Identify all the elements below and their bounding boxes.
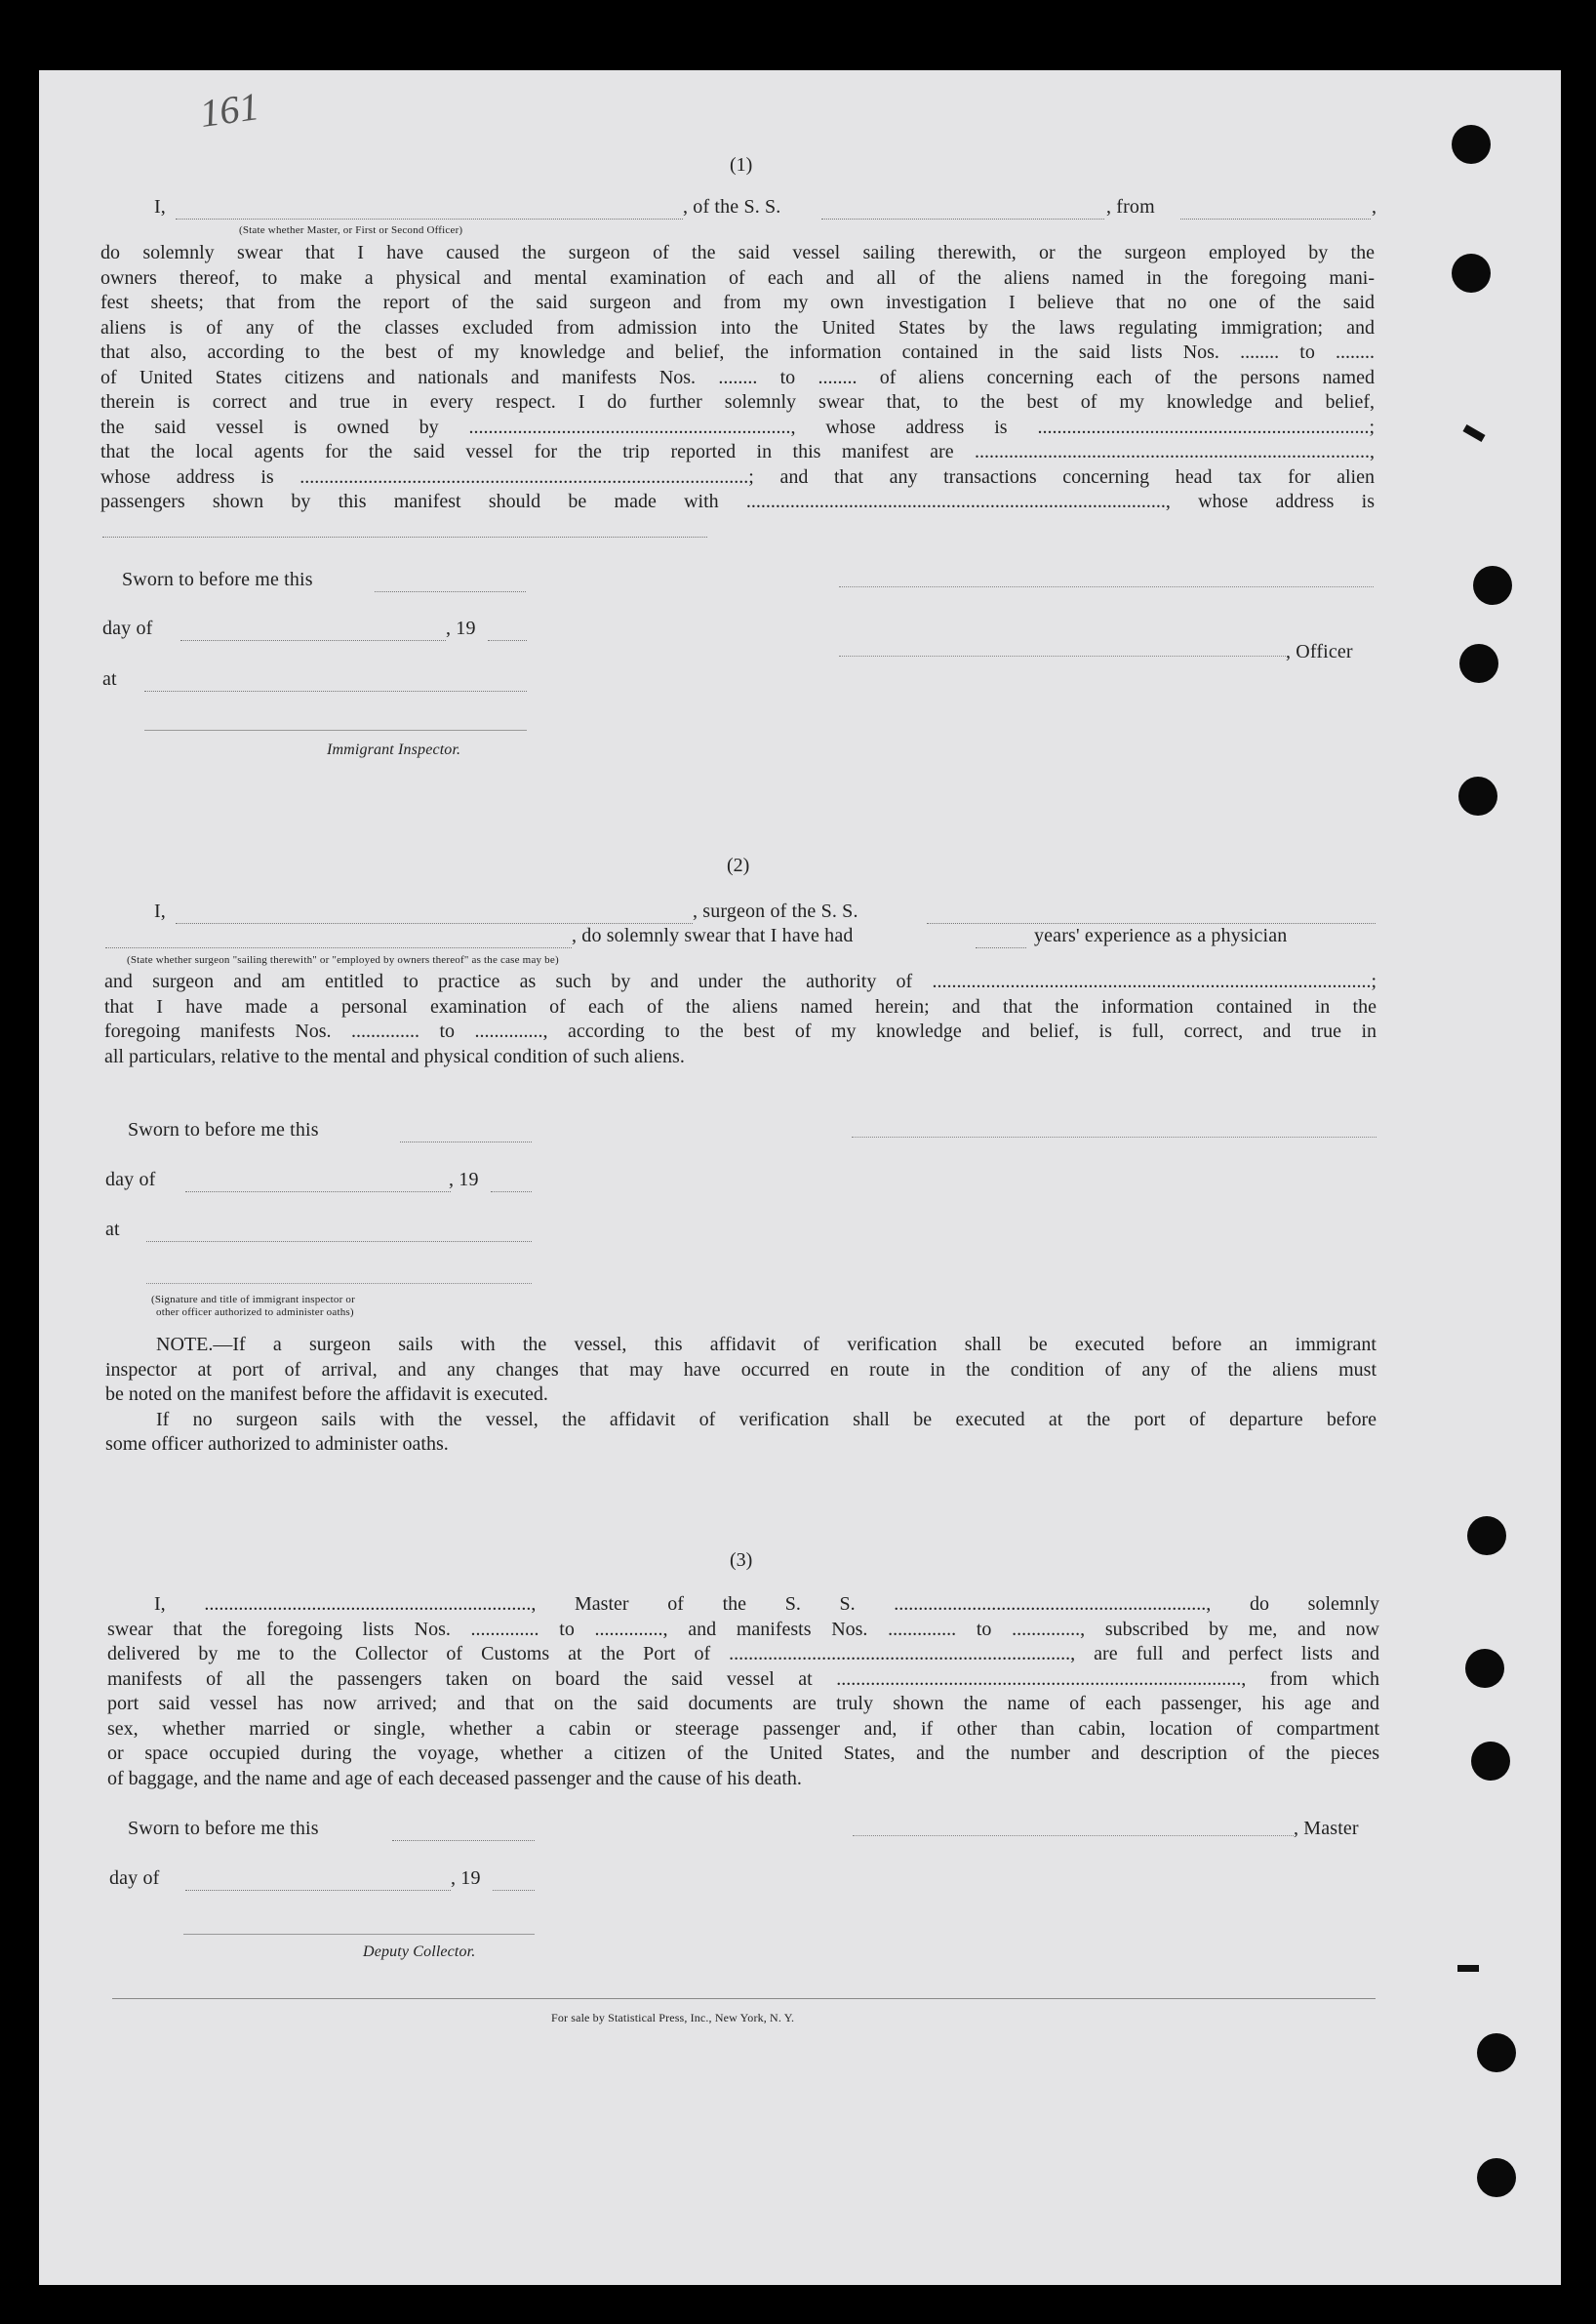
text-line: do solemnly swear that I have caused the surgeon of the said vessel sailing therewith, or the surgeon employed by the [100,242,1375,263]
footer-rule [112,1998,1376,1999]
handwritten-folio: 161 [197,84,262,136]
at-label-1: at [102,668,117,690]
text-line: aliens is of any of the classes excluded from admission into the United States by the laws regulating immigration; and [100,316,1375,339]
day-of-blank-2[interactable] [185,1178,451,1192]
year-label-1: , 19 [446,618,476,639]
section-1-body [100,241,1375,515]
master-label: , Master [1294,1818,1359,1839]
note-line: some officer authorized to administer oaths. [105,1433,449,1455]
signature-note-line-1: (Signature and title of immigrant inspector or [151,1294,355,1305]
punch-hole [1465,1649,1504,1688]
from-port-blank[interactable] [1180,205,1371,220]
text-line: manifests of all the passengers taken on board the said vessel at ..................................................................................., from which [107,1667,1379,1690]
year-blank-1[interactable] [488,626,527,641]
text-line: the said vessel is owned by .................................................................., whose address is ....................................................................; [100,416,1375,438]
section-2-number: (2) [727,855,750,876]
punch-hole [1477,2158,1516,2197]
section-2-body [104,970,1377,1069]
punch-hole [1452,125,1491,164]
sworn-label-3: Sworn to before me this [128,1818,319,1839]
years-experience-label: years' experience as a physician [1034,925,1288,946]
sworn-label-1: Sworn to before me this [122,569,313,590]
year-label-3: , 19 [451,1867,481,1889]
day-of-label-3: day of [109,1867,160,1889]
section-1-i-label: I, [154,196,166,218]
section-2-note [105,1333,1377,1458]
state-note-1: (State whether Master, or First or Second Officer) [239,224,463,236]
section-3-number: (3) [730,1549,753,1571]
text-line: that the local agents for the said vessel for the trip reported in this manifest are ................................................................................., [100,441,1375,462]
punch-hole [1458,777,1497,816]
note-line: If no surgeon sails with the vessel, the affidavit of verification shall be executed at the port of departure before [156,1408,1377,1430]
note-line: inspector at port of arrival, and any changes that may have occurred en route in the condition of any of the aliens must [105,1358,1377,1381]
year-label-2: , 19 [449,1169,479,1190]
day-of-label-1: day of [102,618,153,639]
sworn-date-blank-2[interactable] [400,1128,532,1142]
text-line: fest sheets; that from the report of the said surgeon and from my own investigation I believe that no one of the said [100,292,1375,313]
day-of-blank-3[interactable] [185,1876,451,1891]
punch-hole [1459,644,1498,683]
text-line: and surgeon and am entitled to practice as such by and under the authority of ..........................................................................................; [104,971,1377,992]
punch-hole [1473,566,1512,605]
text-line: that also, according to the best of my knowledge and belief, the information contained in the said lists Nos. ........ to ........ [100,341,1375,363]
collector-label: Deputy Collector. [363,1943,476,1960]
section-2-i-label: I, [154,901,166,922]
text-line: swear that the foregoing lists Nos. .............. to .............., and manifests Nos. .............. to .............., subscribed by me, and now [107,1618,1379,1640]
text-line: whose address is ............................................................................................; and that any transactions concerning head tax for alien [100,465,1375,488]
text-line: or space occupied during the voyage, whether a citizen of the United States, and the number and description of the pieces [107,1743,1379,1764]
text-line: all particulars, relative to the mental and physical condition of such aliens. [104,1045,685,1067]
punch-hole [1467,1516,1506,1555]
sworn-date-blank-3[interactable] [392,1826,535,1841]
ship-name-blank[interactable] [821,205,1104,220]
from-label: , from [1106,196,1155,218]
signature-line-2[interactable] [852,1137,1377,1138]
text-line: passengers shown by this manifest should be made with ......................................................................................, whose address is [100,491,1375,512]
note-line: be noted on the manifest before the affidavit is executed. [105,1383,548,1405]
officer-signature-line[interactable] [839,656,1286,657]
section-3-body [107,1592,1379,1791]
at-label-2: at [105,1219,120,1240]
day-of-label-2: day of [105,1169,156,1190]
official-signature-line[interactable] [146,1283,532,1284]
text-line: foregoing manifests Nos. .............. to .............., according to the best of my knowledge and belief, is full, correct, and true in [104,1021,1377,1042]
day-of-blank-1[interactable] [180,626,446,641]
master-name-blank[interactable] [176,205,683,220]
do-solemnly-label: , do solemnly swear that I have had [572,925,854,946]
surgeon-name-blank[interactable] [176,909,693,924]
text-line: port said vessel has now arrived; and that on the said documents are truly shown the name of each passenger, his age and [107,1693,1379,1714]
master-signature-line[interactable] [853,1835,1294,1836]
footer-imprint: For sale by Statistical Press, Inc., New York, N. Y. [551,2011,795,2024]
signature-line-1[interactable] [839,586,1374,587]
section-1-number: (1) [730,154,753,176]
surgeon-status-blank[interactable] [105,934,572,948]
text-line: I, ..................................................................., Master of the S. S. ................................................................, do solemnly [154,1593,1379,1615]
signature-note-line-2: other officer authorized to administer oaths) [156,1306,354,1318]
at-blank-2[interactable] [146,1227,532,1242]
ink-mark [1457,1965,1479,1972]
inspector-label: Immigrant Inspector. [327,741,461,758]
text-line: sex, whether married or single, whether a cabin or steerage passenger and, if other than cabin, location of compartment [107,1717,1379,1740]
text-line: of baggage, and the name and age of each deceased passenger and the cause of his death. [107,1767,802,1789]
officer-label: , Officer [1286,641,1353,662]
sworn-label-2: Sworn to before me this [128,1119,319,1141]
text-line: owners thereof, to make a physical and mental examination of each and all of the aliens named in the foregoing mani- [100,266,1375,289]
collector-signature-line[interactable] [183,1934,535,1935]
inspector-signature-line[interactable] [144,730,527,731]
comma: , [1372,196,1377,218]
address-continuation-blank[interactable] [102,523,707,538]
years-blank[interactable] [976,934,1026,948]
surgeon-of-label: , surgeon of the S. S. [693,901,858,922]
punch-hole [1471,1742,1510,1781]
of-ss-label: , of the S. S. [683,196,781,218]
text-line: of United States citizens and nationals and manifests Nos. ........ to ........ of aliens concerning each of the persons named [100,366,1375,388]
punch-hole [1477,2033,1516,2072]
sworn-date-blank-1[interactable] [375,578,526,592]
text-line: therein is correct and true in every respect. I do further solemnly swear that, to the best of my knowledge and belief, [100,391,1375,413]
punch-hole [1452,254,1491,293]
at-blank-1[interactable] [144,677,527,692]
year-blank-3[interactable] [493,1876,535,1891]
state-note-2: (State whether surgeon "sailing therewith" or "employed by owners thereof" as the case may be) [127,954,559,966]
text-line: that I have made a personal examination of each of the aliens named herein; and that the information contained in the [104,995,1377,1018]
text-line: delivered by me to the Collector of Customs at the Port of ......................................................................, are full and perfect lists and [107,1643,1379,1664]
year-blank-2[interactable] [491,1178,532,1192]
note-line: NOTE.—If a surgeon sails with the vessel, this affidavit of verification shall be executed before an immigrant [156,1334,1377,1355]
surgeon-ship-blank[interactable] [927,909,1376,924]
